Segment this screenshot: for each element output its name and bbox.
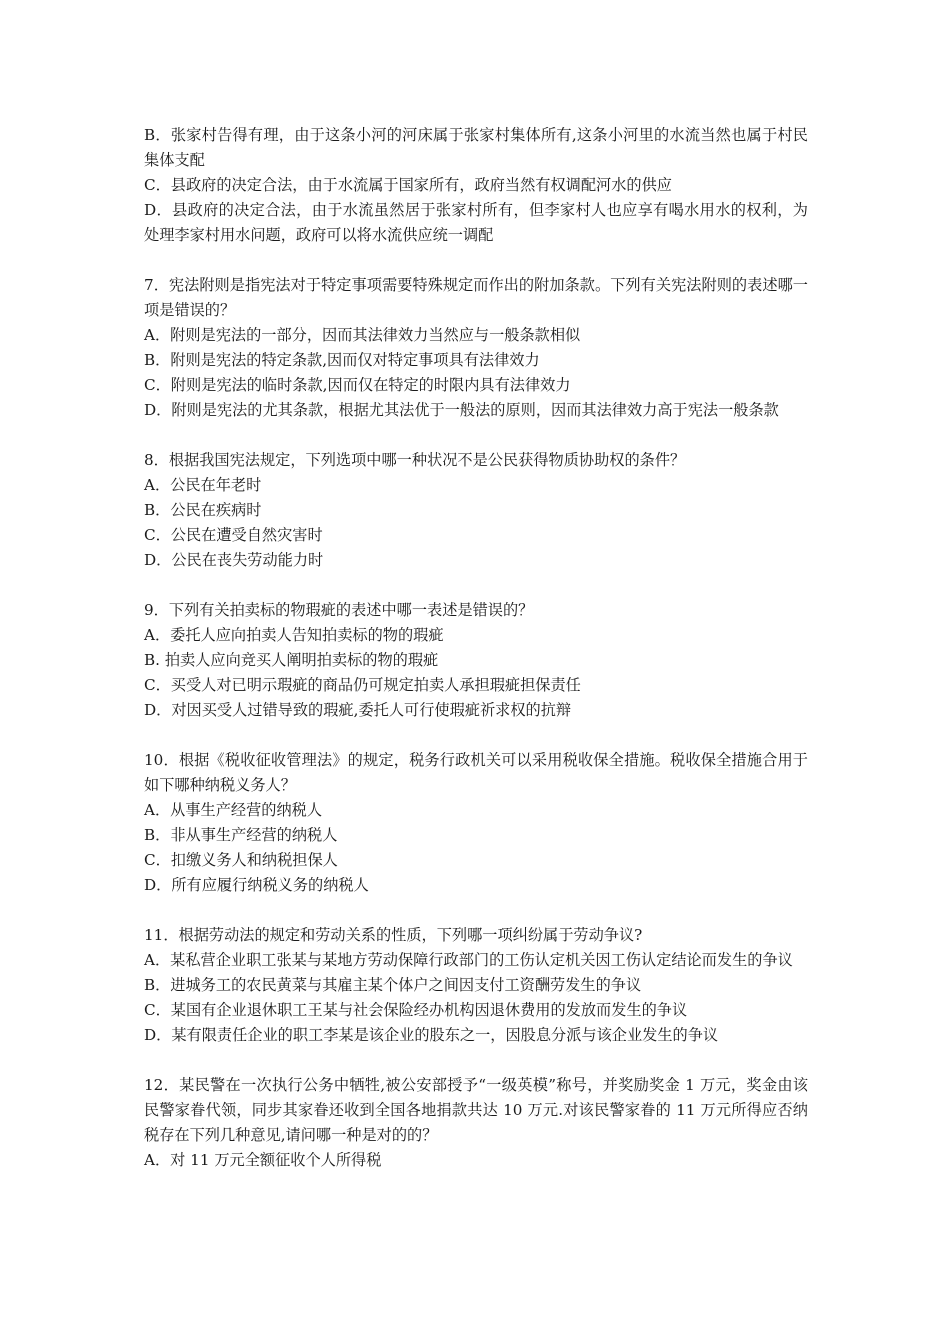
option-d: D．所有应履行纳税义务的纳税人 [144, 876, 369, 894]
question-stem: 11．根据劳动法的规定和劳动关系的性质，下列哪一项纠纷属于劳动争议? [144, 926, 643, 944]
option-c: C．公民在遭受自然灾害时 [144, 526, 323, 544]
question-8 [144, 448, 808, 573]
option-b: B. 拍卖人应向竞买人阐明拍卖标的物的瑕疵 [144, 651, 439, 669]
option-d: D．附则是宪法的尤其条款，根据尤其法优于一般法的原则，因而其法律效力高于宪法一般条款 [144, 401, 779, 419]
question-stem: 10．根据《税收征收管理法》的规定，税务行政机关可以采用税收保全措施。税收保全措施合用于如下哪种纳税义务人？ [144, 751, 808, 794]
option-c: C．附则是宪法的临时条款,因而仅在特定的时限内具有法律效力 [144, 376, 571, 394]
option-d: D．公民在丧失劳动能力时 [144, 551, 324, 569]
question-stem: 9．下列有关拍卖标的物瑕疵的表述中哪一表述是错误的？ [144, 601, 534, 619]
option-b: B．非从事生产经营的纳税人 [144, 826, 338, 844]
option-c: C．买受人对已明示瑕疵的商品仍可规定拍卖人承担瑕疵担保责任 [144, 676, 581, 694]
question-12 [144, 1073, 808, 1173]
option-a: A．公民在年老时 [144, 476, 262, 494]
option-a: A．附则是宪法的一部分，因而其法律效力当然应与一般条款相似 [144, 326, 581, 344]
option-b: B．公民在疾病时 [144, 501, 262, 519]
option-d: D．某有限责任企业的职工李某是该企业的股东之一，因股息分派与该企业发生的争议 [144, 1026, 719, 1044]
option-a: A．某私营企业职工张某与某地方劳动保障行政部门的工伤认定机关因工伤认定结论而发生的争议 [144, 951, 793, 969]
question-6-options [144, 123, 808, 248]
question-7 [144, 273, 808, 423]
question-11 [144, 923, 808, 1048]
option-a: A．委托人应向拍卖人告知拍卖标的物的瑕疵 [144, 626, 444, 644]
option-c: C．县政府的决定合法，由于水流属于国家所有，政府当然有权调配河水的供应 [144, 176, 672, 194]
question-stem: 7．宪法附则是指宪法对于特定事项需要特殊规定而作出的附加条款。下列有关宪法附则的表述哪一项是错误的？ [144, 276, 808, 319]
option-b: B．张家村告得有理，由于这条小河的河床属于张家村集体所有,这条小河里的水流当然也属于村民集体支配 [144, 126, 808, 169]
option-b: B．附则是宪法的特定条款,因而仅对特定事项具有法律效力 [144, 351, 540, 369]
option-c: C．扣缴义务人和纳税担保人 [144, 851, 338, 869]
option-d: D．县政府的决定合法，由于水流虽然居于张家村所有，但李家村人也应享有喝水用水的权利，为处理李家村用水问题，政府可以将水流供应统一调配 [144, 201, 808, 244]
question-stem: 8．根据我国宪法规定，下列选项中哪一种状况不是公民获得物质协助权的条件？ [144, 451, 686, 469]
option-a: A．从事生产经营的纳税人 [144, 801, 323, 819]
option-c: C．某国有企业退休职工王某与社会保险经办机构因退休费用的发放而发生的争议 [144, 1001, 688, 1019]
option-a: A．对 11 万元全额征收个人所得税 [144, 1151, 382, 1169]
option-d: D．对因买受人过错导致的瑕疵,委托人可行使瑕疵祈求权的抗辩 [144, 701, 572, 719]
option-b: B．进城务工的农民黄菜与其雇主某个体户之间因支付工资酬劳发生的争议 [144, 976, 642, 994]
question-10 [144, 748, 808, 898]
document-page [144, 123, 808, 1198]
question-9 [144, 598, 808, 723]
question-stem: 12．某民警在一次执行公务中牺牲,被公安部授予“一级英模”称号，并奖励奖金 1 万元，奖金由该民警家眷代领，同步其家眷还收到全国各地捐款共达 10 万元.对该民警家眷的 11 万元所得应否纳税存在下列几种意见,请问哪一种是对的的？ [144, 1076, 808, 1144]
